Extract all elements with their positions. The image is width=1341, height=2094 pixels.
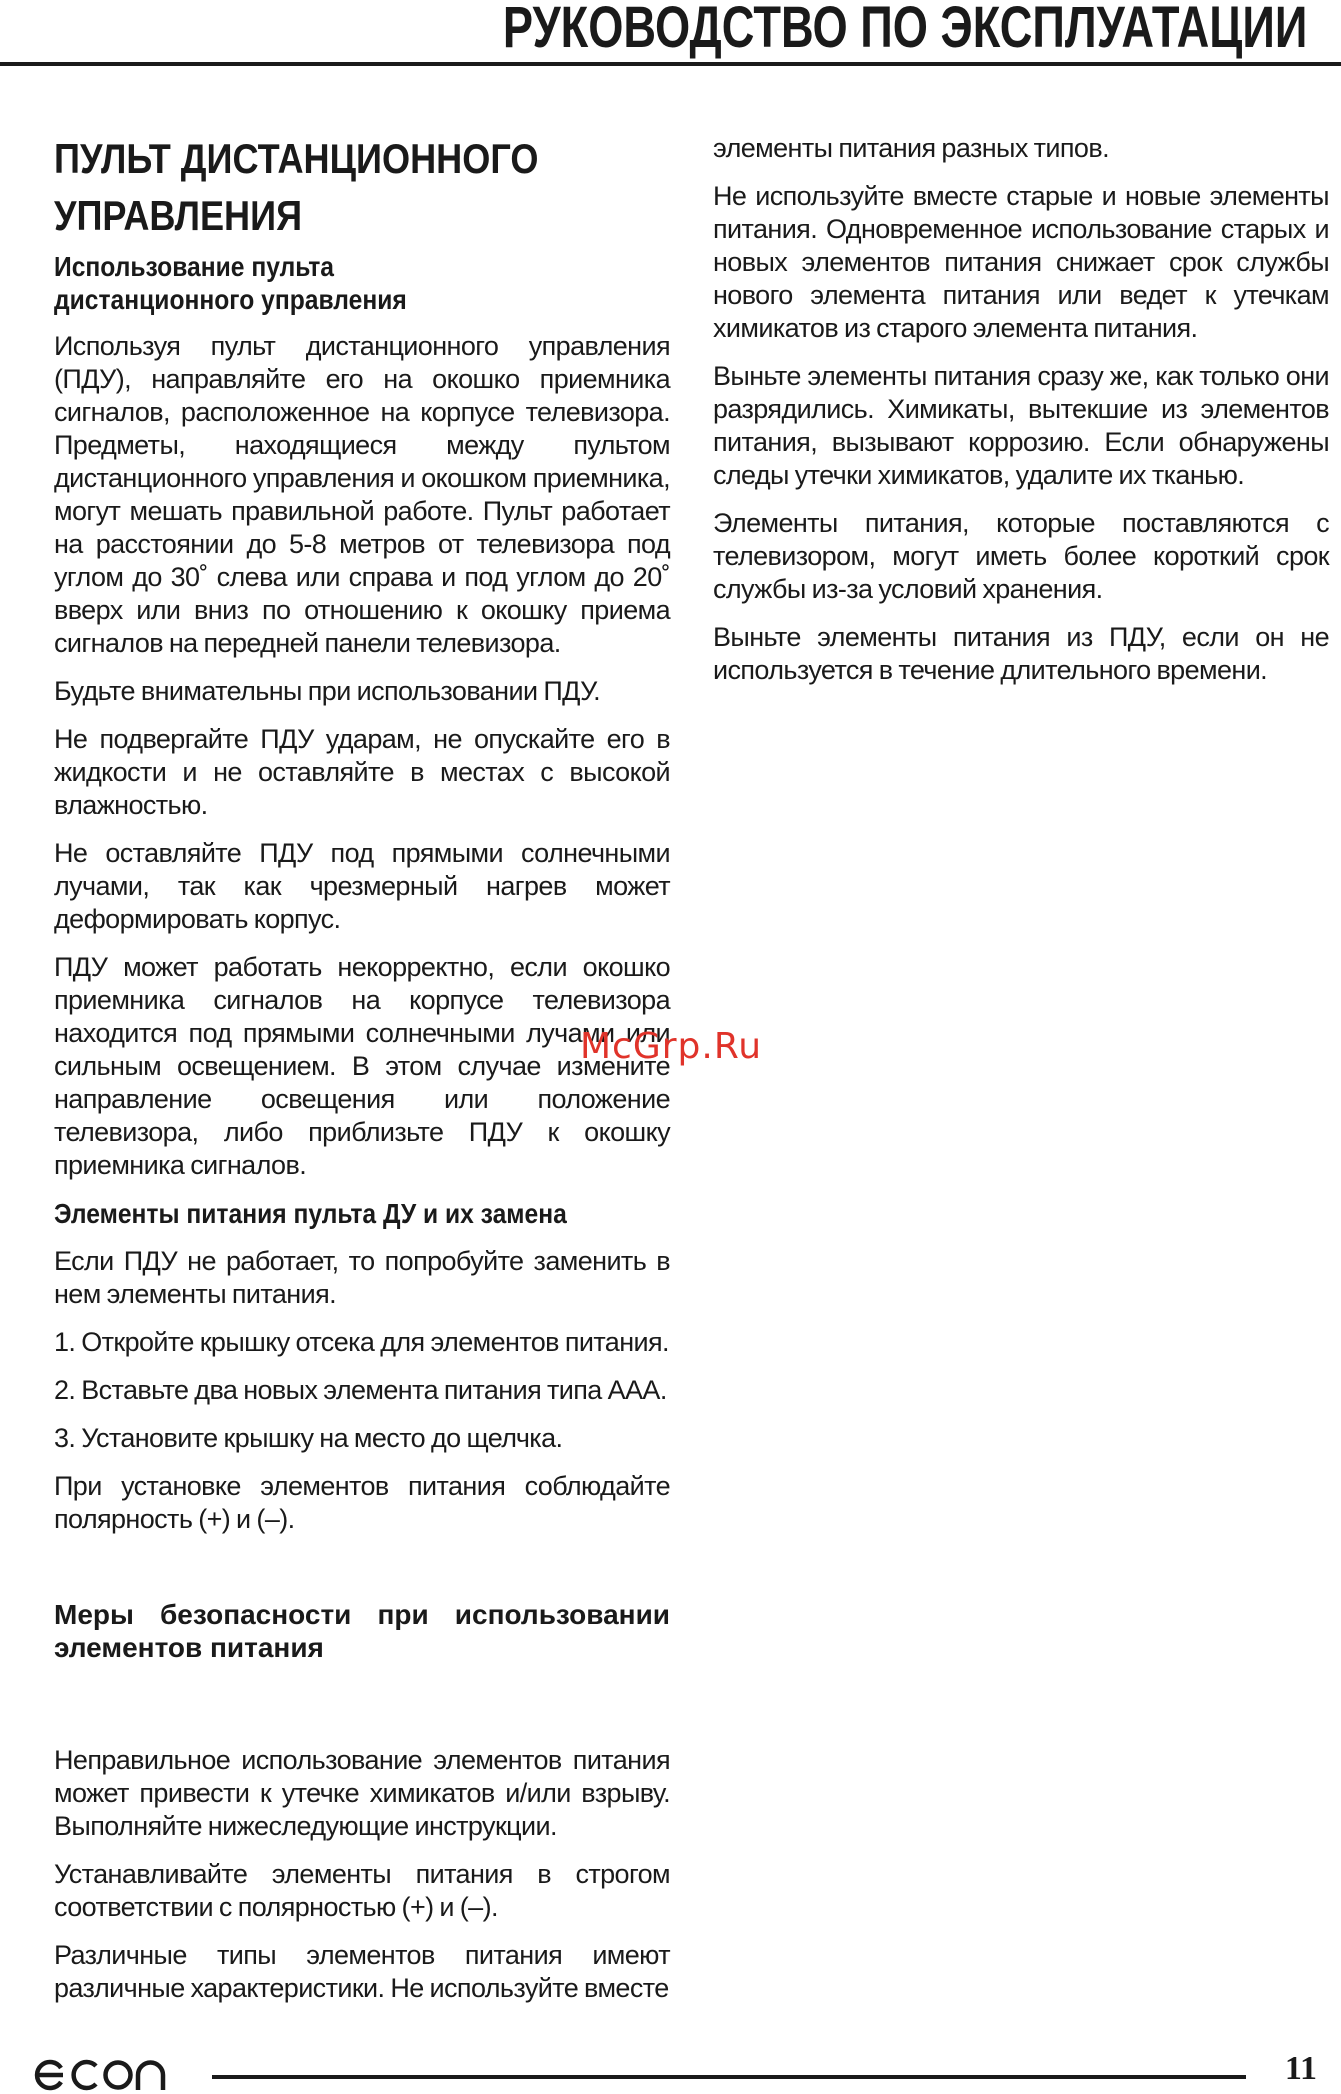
paragraph-old-new: Не используйте вместе старые и новые элементы питания. Одновременное использование старых и новых элементов питания снижает срок службы нового элемента питания или ведет к утечкам химикатов из старого элемента питания. [713, 181, 1329, 343]
step-1: 1. Откройте крышку отсека для элементов питания. [54, 1327, 669, 1357]
section-title-line2: УПРАВЛЕНИЯ [54, 192, 303, 239]
header-rule [0, 62, 1341, 66]
page-footer [0, 2050, 1341, 2094]
page-header [0, 0, 1341, 64]
subsection-title-safety: Меры безопасности при использовании элементов питания [54, 1599, 670, 1663]
step-2: 2. Вставьте два новых элемента питания типа ААА. [54, 1375, 667, 1405]
paragraph-long-storage: Выньте элементы питания из ПДУ, если он не используется в течение длительного времени. [713, 622, 1329, 685]
subsection-title-usage-line1: Использование пульта [54, 251, 334, 282]
paragraph-types: Различные типы элементов питания имеют различные характеристики. Не используйте вместе [54, 1940, 670, 2003]
paragraph-install-polarity: Устанавливайте элементы питания в строгом соответствии с полярностью (+) и (–). [54, 1859, 670, 1922]
paragraph-no-shocks: Не подвергайте ПДУ ударам, не опускайте его в жидкости и не оставляйте в местах с высокой влажностью. [54, 724, 670, 820]
econ-logo [34, 2056, 169, 2092]
subsection-title-usage-line2: дистанционного управления [54, 284, 407, 315]
paragraph-caution: Будьте внимательны при использовании ПДУ. [54, 676, 601, 706]
subsection-title-batteries: Элементы питания пульта ДУ и их замена [54, 1198, 567, 1229]
paragraph-types-continued: элементы питания разных типов. [713, 133, 1109, 163]
page-number: 11 [1284, 2050, 1317, 2087]
right-column [713, 132, 1329, 687]
paragraph-sunlight: Не оставляйте ПДУ под прямыми солнечными лучами, так как чрезмерный нагрев может деформировать корпус. [54, 838, 670, 934]
footer-rule [212, 2075, 1246, 2079]
paragraph-usage: Используя пульт дистанционного управления (ПДУ), направляйте его на окошко приемника сигналов, расположенное на корпусе телевизора. Предметы, находящиеся между пультом дистанционного управления и окошком приемника, могут мешать правильной работе. Пульт работает на расстоянии до 5-8 метров от телевизора под углом до 30˚ слева или справа и под углом до 20˚ вверх или вниз по отношению к окошку приема сигналов на передней панели телевизора. [54, 331, 670, 658]
paragraph-polarity: При установке элементов питания соблюдайте полярность (+) и (–). [54, 1471, 670, 1534]
watermark: McGrp.Ru [580, 1026, 763, 1067]
paragraph-replace: Если ПДУ не работает, то попробуйте заменить в нем элементы питания. [54, 1246, 670, 1309]
paragraph-remove-discharged: Выньте элементы питания сразу же, как только они разрядились. Химикаты, вытекшие из элементов питания, вызывают коррозию. Если обнаружены следы утечки химикатов, удалите их тканью. [713, 361, 1329, 490]
document-title: РУКОВОДСТВО ПО ЭКСПЛУАТАЦИИ [502, 0, 1307, 60]
paragraph-supplied-batteries: Элементы питания, которые поставляются с телевизором, могут иметь более короткий срок службы из-за условий хранения. [713, 508, 1329, 604]
step-3: 3. Установите крышку на место до щелчка. [54, 1423, 563, 1453]
paragraph-misuse: Неправильное использование элементов питания может привести к утечке химикатов и/или взрыву. Выполняйте нижеследующие инструкции. [54, 1745, 670, 1841]
paragraph-receiver-light: ПДУ может работать некорректно, если окошко приемника сигналов на корпусе телевизора находится под прямыми солнечными лучами или сильным освещением. В этом случае измените направление освещения или положение телевизора, либо приблизьте ПДУ к окошку приемника сигналов. [54, 952, 670, 1180]
section-title-line1: ПУЛЬТ ДИСТАНЦИОННОГО [54, 135, 539, 182]
left-column [54, 130, 670, 2005]
